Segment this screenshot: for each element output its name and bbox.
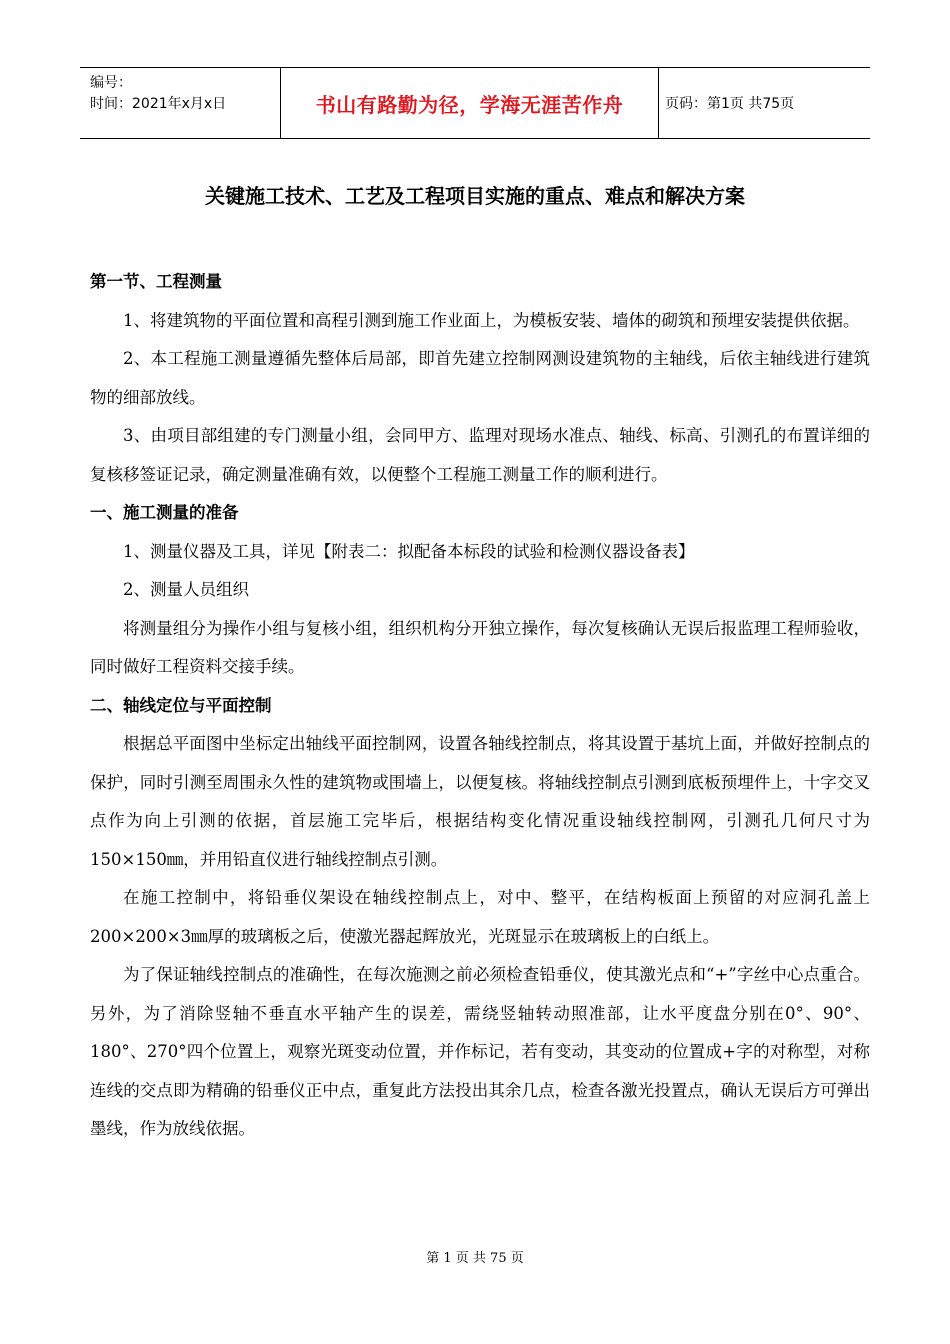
paragraph: 1、将建筑物的平面位置和高程引测到施工作业面上，为模板安装、墙体的砌筑和预埋安装提供依据。 — [123, 310, 860, 330]
document-number-label: 编号： — [90, 75, 132, 91]
paragraph: 将测量组分为操作小组与复核小组，组织机构分开独立操作，每次复核确认无误后报监理工程师验收，同时做好工程资料交接手续。 — [90, 618, 870, 676]
header-motto: 书山有路勤为径，学海无涯苦作舟 — [315, 92, 624, 117]
paragraph: 在施工控制中，将铅垂仪架设在轴线控制点上，对中、整平，在结构板面上预留的对应洞孔盖上200×200×3㎜厚的玻璃板之后，使激光器起辉放光，光斑显示在玻璃板上的白纸上。 — [90, 888, 870, 946]
header-meta — [80, 68, 281, 138]
header-motto-cell — [281, 68, 659, 138]
subsection-heading: 二、轴线定位与平面控制 — [90, 695, 272, 715]
header-page-info: 页码：第1页 共75页 — [665, 96, 795, 112]
paragraph: 根据总平面图中坐标定出轴线平面控制网，设置各轴线控制点，将其设置于基坑上面，并做好控制点的保护，同时引测至周围永久性的建筑物或围墙上，以便复核。将轴线控制点引测到底板预埋件上，十字交叉点作为向上引测的依据，首层施工完毕后，根据结构变化情况重设轴线控制网，引测孔几何尺寸为150×150㎜，并用铅直仪进行轴线控制点引测。 — [90, 734, 870, 869]
page-footer: 第 1 页 共 75 页 — [426, 1251, 524, 1266]
document-title: 关键施工技术、工艺及工程项目实施的重点、难点和解决方案 — [205, 184, 745, 208]
page-header — [80, 67, 870, 139]
document-body — [90, 263, 870, 1149]
document-date: 时间：2021年x月x日 — [90, 96, 227, 112]
subsection-heading: 一、施工测量的准备 — [90, 503, 239, 522]
paragraph: 1、测量仪器及工具，详见【附表二：拟配备本标段的试验和检测仪器设备表】 — [123, 541, 695, 561]
header-page-cell — [659, 68, 870, 138]
section-heading: 第一节、工程测量 — [90, 272, 222, 291]
paragraph: 2、本工程施工测量遵循先整体后局部，即首先建立控制网测设建筑物的主轴线，后依主轴线进行建筑物的细部放线。 — [90, 349, 870, 407]
paragraph: 为了保证轴线控制点的准确性，在每次施测之前必须检查铅垂仪，使其激光点和“+”字丝中心点重合。另外，为了消除竖轴不垂直水平轴产生的误差，需绕竖轴转动照准部，让水平度盘分别在0°、90°、180°、270°四个位置上，观察光斑变动位置，并作标记，若有变动，其变动的位置成+字的对称型，对称连线的交点即为精确的铅垂仪正中点，重复此方法投出其余几点，检查各激光投置点，确认无误后方可弹出墨线，作为放线依据。 — [90, 965, 870, 1138]
paragraph: 2、测量人员组织 — [123, 580, 249, 599]
paragraph: 3、由项目部组建的专门测量小组，会同甲方、监理对现场水准点、轴线、标高、引测孔的布置详细的复核移签证记录，确定测量准确有效，以便整个工程施工测量工作的顺利进行。 — [90, 426, 870, 484]
